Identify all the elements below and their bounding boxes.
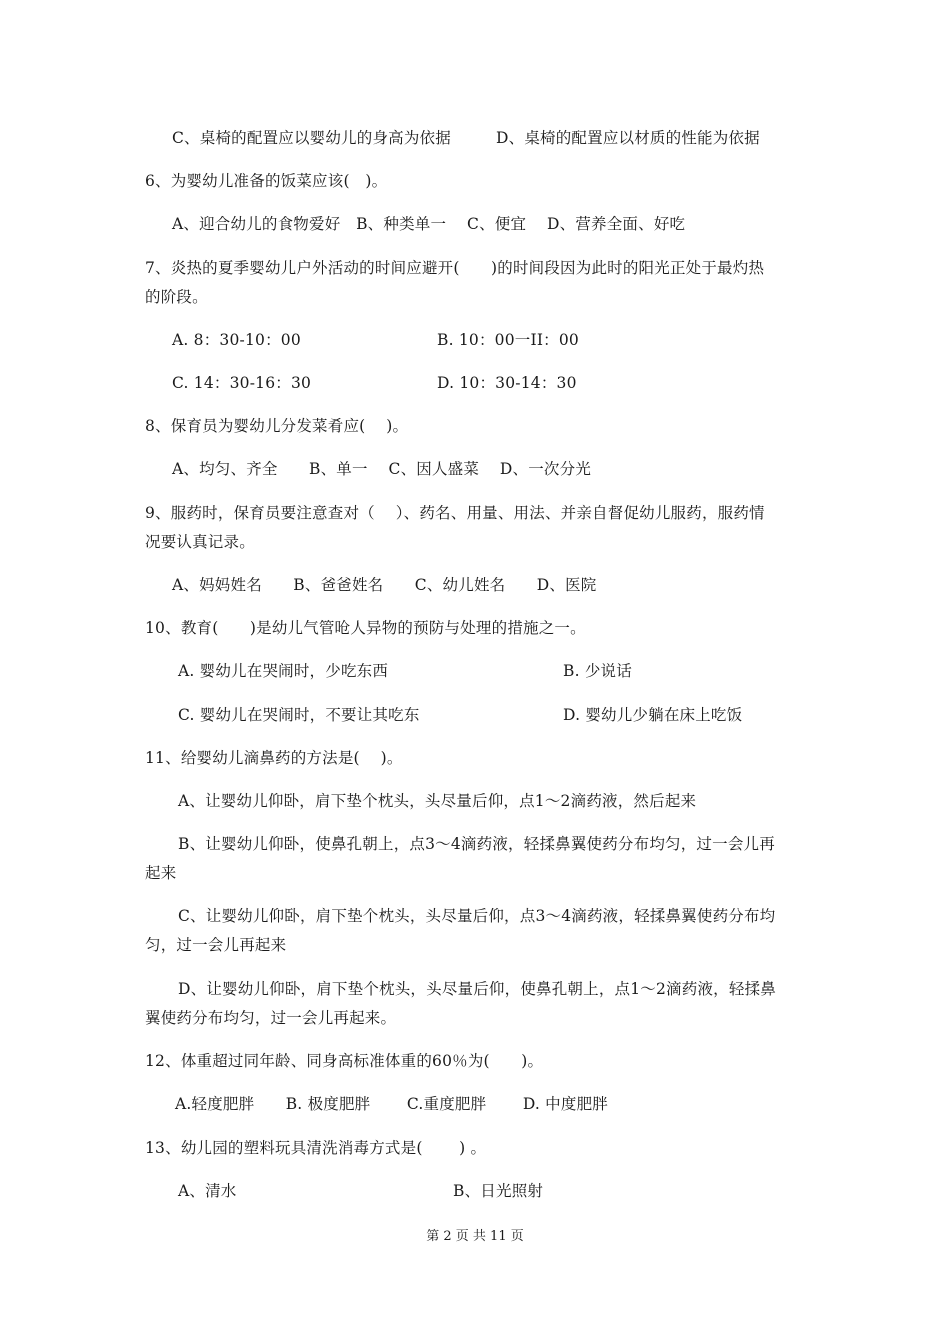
q10-option-c: C. 婴幼儿在哭闹时，不要让其吃东 [178,706,420,724]
q7-option-c: C. 14：30-16：30 [172,374,312,392]
q11-option-a: A、让婴幼儿仰卧，肩下垫个枕头，头尽量后仰，点1～2滴药液，然后起来 [178,792,697,810]
q9-stem-line2: 况要认真记录。 [145,533,255,551]
q7-option-a: A. 8：30-10：00 [172,331,301,349]
q7-option-b: B. 10：00一II：00 [437,331,579,349]
q11-option-b-line1: B、让婴幼儿仰卧，使鼻孔朝上，点3～4滴药液，轻揉鼻翼使药分布均匀，过一会儿再 [178,835,775,853]
q12-stem: 12、体重超过同年龄、同身高标准体重的60％为( )。 [145,1052,544,1070]
q7-option-d: D. 10：30-14：30 [437,374,577,392]
q8-options: A、均匀、齐全 B、单一 C、因人盛菜 D、一次分光 [172,460,592,478]
q11-option-c-line2: 匀，过一会儿再起来 [145,936,287,954]
q10-stem: 10、教育( )是幼儿气管呛人异物的预防与处理的措施之一。 [145,619,586,637]
q5-option-c: C、桌椅的配置应以婴幼儿的身高为依据 [172,129,451,147]
q13-stem: 13、幼儿园的塑料玩具清洗消毒方式是( ) 。 [145,1139,487,1157]
q10-option-d: D. 婴幼儿少躺在床上吃饭 [563,706,743,724]
q9-stem-line1: 9、服药时，保育员要注意查对（ ）、药名、用量、用法、并亲自督促幼儿服药，服药情 [145,504,765,522]
q11-option-d-line1: D、让婴幼儿仰卧，肩下垫个枕头，头尽量后仰，使鼻孔朝上，点1～2滴药液，轻揉鼻 [178,980,776,998]
page-number-footer: 第 2 页 共 11 页 [426,1229,524,1244]
q6-stem: 6、为婴幼儿准备的饭菜应该( )。 [145,172,388,190]
q11-option-b-line2: 起来 [145,864,177,882]
q12-options: A.轻度肥胖 B. 极度肥胖 C.重度肥胖 D. 中度肥胖 [175,1095,608,1113]
q9-options: A、妈妈姓名 B、爸爸姓名 C、幼儿姓名 D、医院 [172,576,597,594]
q7-stem-line1: 7、炎热的夏季婴幼儿户外活动的时间应避开( )的时间段因为此时的阳光正处于最灼热 [145,259,765,277]
q11-stem: 11、给婴幼儿滴鼻药的方法是( )。 [145,749,403,767]
q10-option-b: B. 少说话 [563,662,632,680]
q6-options: A、迎合幼儿的食物爱好 B、种类单一 C、便宜 D、营养全面、好吃 [172,215,686,233]
q13-option-a: A、清水 [178,1182,237,1200]
q13-option-b: B、日光照射 [453,1182,544,1200]
q11-option-d-line2: 翼使药分布均匀，过一会儿再起来。 [145,1009,397,1027]
q10-option-a: A. 婴幼儿在哭闹时，少吃东西 [178,662,389,680]
q8-stem: 8、保育员为婴幼儿分发菜肴应( )。 [145,417,409,435]
q11-option-c-line1: C、让婴幼儿仰卧，肩下垫个枕头，头尽量后仰，点3～4滴药液，轻揉鼻翼使药分布均 [178,907,776,925]
q7-stem-line2: 的阶段。 [145,288,208,306]
q5-option-d: D、桌椅的配置应以材质的性能为依据 [496,129,760,147]
